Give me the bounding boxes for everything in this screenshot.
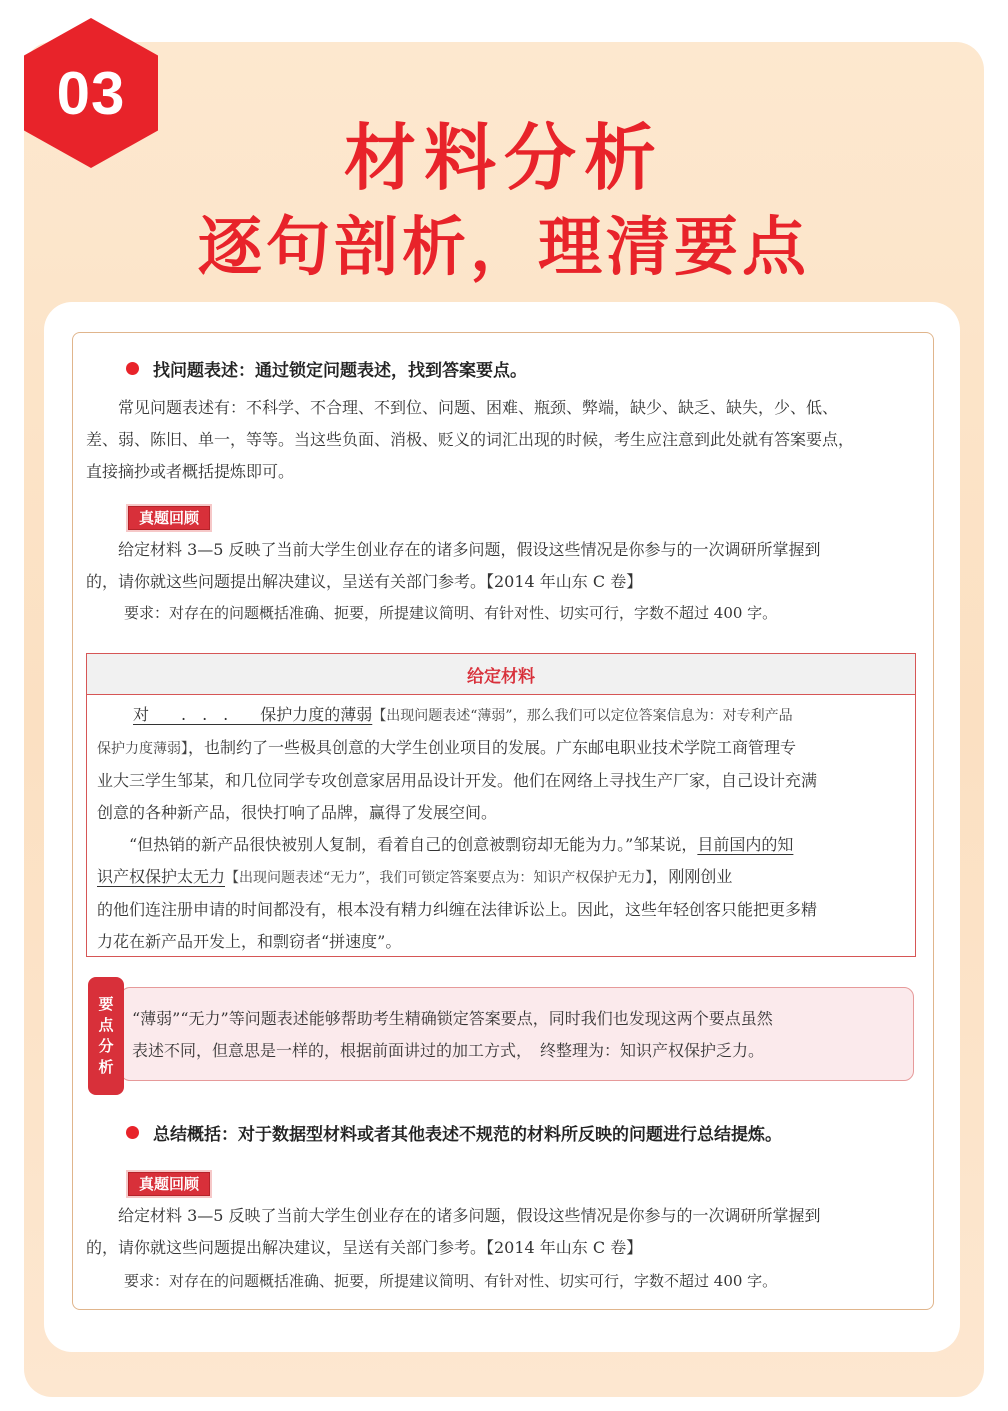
material-line xyxy=(97,861,905,894)
para-line: 常见问题表述有：不科学、不合理、不到位、问题、困难、瓶颈、弊端，缺少、缺乏、缺失，少、低、 xyxy=(118,398,839,417)
material-line: 力花在新产品开发上，和剽窃者“拼速度”。 xyxy=(97,932,402,951)
section2-tag: 真题回顾 xyxy=(128,1172,210,1196)
bullet-dot-icon xyxy=(126,1126,139,1139)
annotation-note: 【出现问题表述“薄弱”，那么我们可以定位答案信息为：对专利产品 xyxy=(372,708,793,724)
para-line: 直接摘抄或者概括提炼即可。 xyxy=(86,462,295,481)
section1-heading: 找问题表述：通过锁定问题表述，找到答案要点。 xyxy=(153,361,527,381)
material-line xyxy=(97,699,905,732)
underlined-text: 对 . . . 保护力度的薄弱 xyxy=(133,705,373,724)
material-text: “但热销的新产品很快被别人复制，看着自己的创意被剽窃却无能为力。”邹某说， xyxy=(129,835,698,854)
badge-number: 03 xyxy=(56,59,126,127)
analysis-line: 表述不同，但意思是一样的，根据前面讲过的加工方式， 终整理为：知识产权保护乏力。 xyxy=(132,1041,765,1060)
section1-question xyxy=(86,534,922,598)
material-line: 创意的各种新产品，很快打响了品牌，赢得了发展空间。 xyxy=(97,803,498,822)
material-line xyxy=(97,732,905,765)
analysis-text xyxy=(132,1003,892,1067)
section2-question xyxy=(86,1200,922,1264)
para-line: 差、弱、陈旧、单一，等等。当这些负面、消极、贬义的词汇出现的时候，考生应注意到此处就有答案要点， xyxy=(86,430,855,449)
analysis-tab-char: 分 xyxy=(98,1037,114,1055)
material-header: 给定材料 xyxy=(87,654,915,695)
annotation-note: 【出现问题表述“无力”，我们可锁定答案要点为：知识产权保护无力】 xyxy=(225,870,653,886)
page-title: 材料分析 xyxy=(343,116,664,200)
question-line: 的，请你就这些问题提出解决建议，呈送有关部门参考。【2014 年山东 C 卷】 xyxy=(86,1238,643,1257)
section1-requirement: 要求：对存在的问题概括准确、扼要，所提建议简明、有针对性、切实可行，字数不超过 400 字。 xyxy=(124,604,778,622)
material-text: ，也制约了一些极具创意的大学生创业项目的发展。广东邮电职业技术学院工商管理专 xyxy=(188,738,797,757)
material-line: 业大三学生邹某，和几位同学专攻创意家居用品设计开发。他们在网络上寻找生产厂家，自己设计充满 xyxy=(97,771,818,790)
section1-paragraph xyxy=(86,392,922,488)
section2-heading-row xyxy=(126,1120,782,1145)
underlined-text: 识产权保护太无力 xyxy=(97,867,226,886)
section2-heading: 总结概括：对于数据型材料或者其他表述不规范的材料所反映的问题进行总结提炼。 xyxy=(153,1125,782,1145)
section2-tag-wrap xyxy=(128,1173,210,1194)
analysis-tab-char: 要 xyxy=(98,995,114,1013)
material-line xyxy=(97,829,905,861)
material-line: 的他们连注册申请的时间都没有，根本没有精力纠缠在法律诉讼上。因此，这些年轻创客只能把更多精 xyxy=(97,900,818,919)
section2-requirement: 要求：对存在的问题概括准确、扼要，所提建议简明、有针对性、切实可行，字数不超过 400 字。 xyxy=(124,1272,778,1290)
question-line: 给定材料 3—5 反映了当前大学生创业存在的诸多问题，假设这些情况是你参与的一次调研所掌握到 xyxy=(118,1206,821,1225)
bullet-dot-icon xyxy=(126,362,139,375)
question-line: 给定材料 3—5 反映了当前大学生创业存在的诸多问题，假设这些情况是你参与的一次调研所掌握到 xyxy=(118,540,821,559)
annotation-note: 保护力度薄弱】 xyxy=(97,741,188,757)
material-body xyxy=(87,695,915,958)
question-line: 的，请你就这些问题提出解决建议，呈送有关部门参考。【2014 年山东 C 卷】 xyxy=(86,572,643,591)
underlined-text: 目前国内的知 xyxy=(697,835,794,854)
analysis-tab-char: 析 xyxy=(98,1058,114,1076)
section1-tag: 真题回顾 xyxy=(128,506,210,530)
page-subtitle: 逐句剖析，理清要点 xyxy=(198,211,810,285)
analysis-line: “薄弱”“无力”等问题表述能够帮助考生精确锁定答案要点，同时我们也发现这两个要点虽然 xyxy=(132,1009,773,1028)
material-text: ，刚刚创业 xyxy=(652,867,733,886)
analysis-tab xyxy=(88,977,124,1095)
section1-tag-wrap xyxy=(128,507,210,528)
section1-heading-row xyxy=(126,356,527,381)
analysis-tab-char: 点 xyxy=(98,1016,114,1034)
material-box xyxy=(86,653,916,957)
